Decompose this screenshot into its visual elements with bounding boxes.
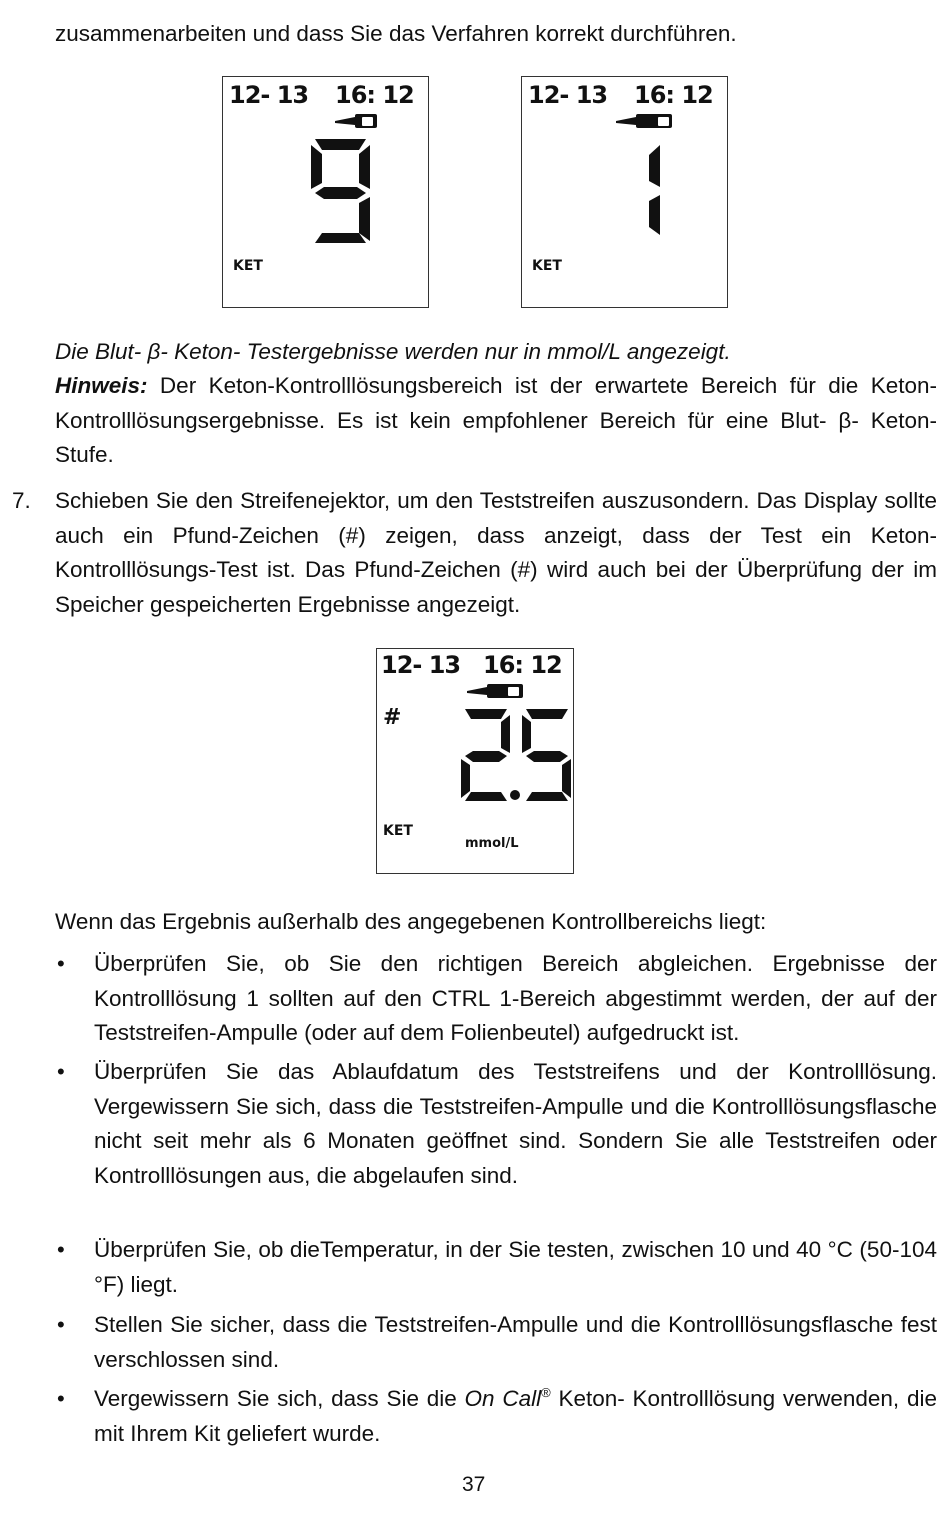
bullet-item-5 (94, 1382, 937, 1451)
bullet-dot: • (57, 1059, 65, 1084)
display-time: 16: 12 (634, 81, 713, 109)
page-number: 37 (462, 1473, 486, 1496)
hinweis-paragraph (55, 369, 937, 473)
bullet-item-3: Überprüfen Sie, ob dieTemperatur, in der Sie testen, zwischen 10 und 40 °C (50-104 °F) liegt. (94, 1237, 937, 1297)
bullet-item-2: Überprüfen Sie das Ablaufdatum des Teststreifens und der Kontrolllösung. Vergewissern Sie sich, dass die Teststreifen-Ampulle und die Kontrolllösungsflasche nicht seit mehr als 6 Monaten geöffnet sind. Sondern Sie alle Teststreifen oder Kontrolllösungen aus, die abgelaufen sind. (94, 1059, 937, 1188)
digit-5-segments (522, 709, 571, 801)
hinweis-text: Der Keton-Kontrolllösungsbereich ist der erwartete Bereich für die Keton- Kontrolllösungsergebnisse. Es ist kein empfohlener Bereich für eine Blut- β- Keton- Stufe. (55, 373, 937, 467)
meter-display-1 (222, 76, 429, 308)
bullet-dot: • (57, 1237, 65, 1262)
digit-1-segments (649, 145, 660, 235)
registered-mark: ® (541, 1385, 551, 1400)
strip-mark: C (365, 116, 371, 125)
step-number: 7. (12, 488, 31, 513)
display-time: 16: 12 (483, 651, 562, 679)
decimal-point (510, 790, 520, 800)
hash-sign: # (383, 705, 402, 730)
display-date: 12- 13 (528, 81, 608, 109)
ket-label: KET (233, 258, 263, 274)
display-date: 12- 13 (229, 81, 309, 109)
out-of-range-intro: Wenn das Ergebnis außerhalb des angegebenen Kontrollbereichs liegt: (55, 909, 767, 934)
display-time: 16: 12 (335, 81, 414, 109)
bullet-dot: • (57, 951, 65, 976)
strip-mark: C (511, 686, 517, 695)
bullet-5-after: Keton- Kontrolllösung verwenden, die mit Ihrem Kit geliefert wurde. (94, 1386, 937, 1446)
bullet-dot: • (57, 1386, 65, 1411)
ket-label: KET (383, 823, 413, 839)
bullet-item-4: Stellen Sie sicher, dass die Teststreifen-Ampulle und die Kontrolllösungsflasche fest verschlossen sind. (94, 1312, 937, 1372)
mmol-note: Die Blut- β- Keton- Testergebnisse werden nur in mmol/L angezeigt. (55, 339, 731, 364)
meter-display-3 (376, 648, 574, 874)
digit-2-segments (461, 709, 510, 801)
display-date: 12- 13 (381, 651, 461, 679)
bullet-dot: • (57, 1312, 65, 1337)
step-7-text: Schieben Sie den Streifenejektor, um den Teststreifen auszusondern. Das Display sollte auch ein Pfund-Zeichen (#) zeigen, dass anzeigt, dass der Test ein Keton-Kontrolllösungs-Test ist. Das Pfund-Zeichen (#) wird auch bei der Überprüfung der im Speicher gespeicherten Ergebnisse angezeigt. (55, 488, 937, 617)
bullet-item-1: Überprüfen Sie, ob Sie den richtigen Bereich abgleichen. Ergebnisse der Kontrolllösung 1 sollten auf den CTRL 1-Bereich abgestimmt werden, der auf der Teststreifen-Ampulle (oder auf dem Folienbeutel) aufgedruckt ist. (94, 951, 937, 1045)
strip-mark: C (661, 116, 667, 125)
brand-name: On Call (464, 1386, 542, 1411)
ket-label: KET (532, 258, 562, 274)
bullet-5-before: Vergewissern Sie sich, dass Sie die (94, 1386, 465, 1411)
digit-9-segments (311, 139, 370, 243)
top-line: zusammenarbeiten und dass Sie das Verfahren korrekt durchführen. (55, 21, 737, 46)
hinweis-label: Hinweis: (55, 373, 148, 398)
unit-label: mmol/L (465, 836, 519, 851)
meter-display-2 (521, 76, 728, 308)
